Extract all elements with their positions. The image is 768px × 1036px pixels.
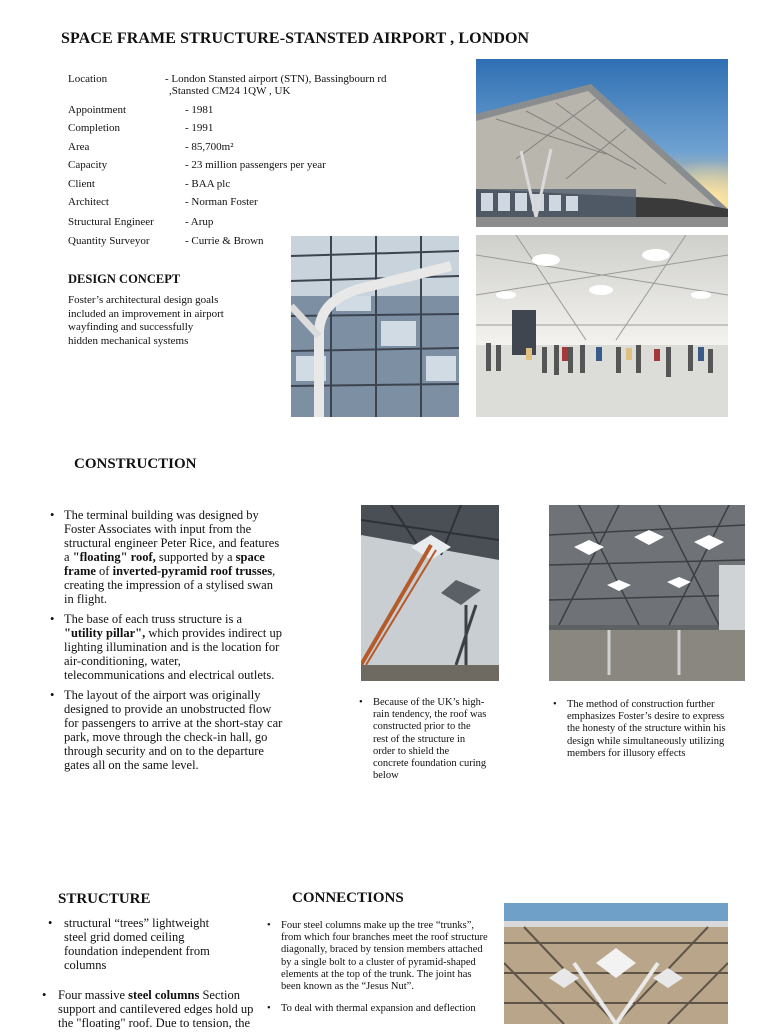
construction-crane-photo <box>361 505 499 681</box>
info-label: Appointment <box>68 104 127 116</box>
method-caption: • The method of construction further emphasizes Foster’s desire to express the honesty of the structure within his design while simultaneously utilizing members for illusory effects <box>551 699 731 760</box>
structure-bullet: • structural “trees” lightweight steel grid domed ceiling foundation independent from columns <box>46 916 226 972</box>
info-label: Area <box>68 141 90 153</box>
info-value: - 1991 <box>185 122 214 134</box>
interior-tree-column-photo <box>291 236 459 417</box>
method-caption-list <box>551 699 731 766</box>
info-label: Client <box>68 178 95 190</box>
page-title: SPACE FRAME STRUCTURE-STANSTED AIRPORT , LONDON <box>61 30 530 47</box>
structure-bullet: • Four massive steel columns Section support and cantilevered edges hold up the "floating" roof. Due to tension, the <box>40 988 265 1030</box>
exterior-sunset-photo <box>476 59 728 227</box>
construction-bullet-list <box>48 508 283 778</box>
connections-heading: CONNECTIONS <box>292 890 404 906</box>
construction-bullet: • The terminal building was designed by Foster Associates with input from the structural engineer Peter Rice, and features a "floating" roof, supported by a space frame of inverted-pyramid roof trusses, creating the impression of a stylised swan in flight. <box>48 508 283 606</box>
connections-bullet: • Four steel columns make up the tree “trunks”, from which four branches meet the roof structure diagonally, braced by tension members attached by a single bolt to a cluster of pyramid-shaped elements at the top of the trunk. The joint has been known as the “Jesus Nut”. <box>265 920 493 993</box>
info-label: Architect <box>68 196 109 208</box>
roof-connection-photo <box>504 903 728 1024</box>
info-value: - BAA plc <box>185 178 231 190</box>
info-value: - Arup <box>185 216 214 228</box>
rain-caption-list <box>357 697 487 788</box>
interior-concourse-photo <box>476 235 728 417</box>
design-concept-line: wayfinding and successfully <box>68 321 194 333</box>
design-concept-text <box>68 294 268 348</box>
info-label: Location <box>68 73 108 85</box>
design-concept-heading: DESIGN CONCEPT <box>68 272 181 286</box>
structure-bullet-list-2 <box>40 988 265 1036</box>
design-concept-line: included an improvement in airport <box>68 307 224 320</box>
info-value: - Norman Foster <box>185 196 258 208</box>
info-label: Capacity <box>68 159 108 171</box>
info-label: Structural Engineer <box>68 216 154 228</box>
design-concept-line: Foster’s architectural design goals <box>68 294 219 306</box>
construction-bullet: • The layout of the airport was originally designed to provide an unobstructed flow for passengers to arrive at the short-stay car park, move through the check-in hall, go through security and on to the departure gates all on the same level. <box>48 688 283 772</box>
rain-caption: • Because of the UK’s high-rain tendency, the roof was constructed prior to the rest of the structure in order to shield the concrete foundation curing below <box>357 697 487 782</box>
construction-bullet: • The base of each truss structure is a "utility pillar", which provides indirect up lighting illumination and is the location for air-conditioning, water, telecommunications and electrical outlets. <box>48 612 283 682</box>
construction-heading: CONSTRUCTION <box>74 456 197 472</box>
info-value: - 1981 <box>185 104 214 116</box>
structure-heading: STRUCTURE <box>58 891 151 907</box>
connections-bullet: • To deal with thermal expansion and deflection <box>265 1003 493 1015</box>
info-value: - 23 million passengers per year <box>185 159 326 171</box>
structure-bullet-list-1 <box>46 916 226 982</box>
connections-bullet-list <box>265 920 493 1021</box>
info-value: - 85,700m² <box>185 141 234 153</box>
info-value: ,Stansted CM24 1QW , UK <box>169 85 291 97</box>
design-concept-line: hidden mechanical systems <box>68 334 189 347</box>
info-label: Completion <box>68 122 120 134</box>
info-label: Quantity Surveyor <box>68 235 150 247</box>
info-value: - Currie & Brown <box>185 235 264 247</box>
interior-construction-photo <box>549 505 745 681</box>
info-value: - London Stansted airport (STN), Bassingbourn rd <box>165 73 387 85</box>
